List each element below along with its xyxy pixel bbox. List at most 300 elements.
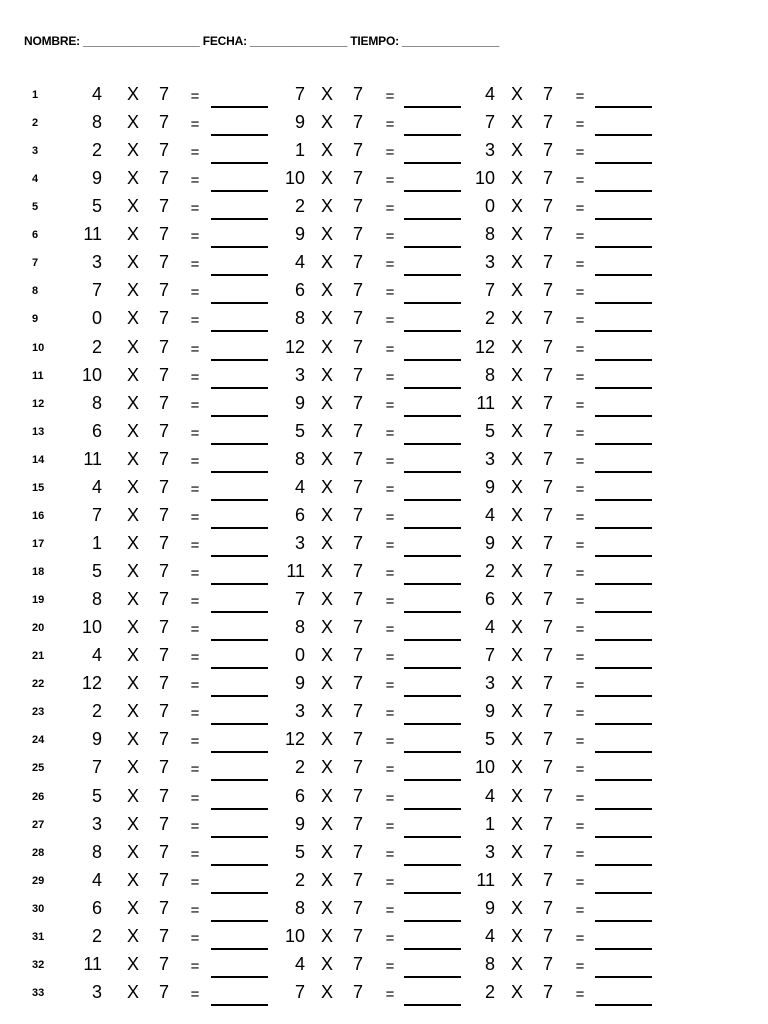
row-number: 28	[32, 846, 45, 859]
row-number: 19	[32, 594, 45, 607]
equals-sign: =	[575, 761, 585, 779]
answer-blank[interactable]	[211, 246, 268, 248]
multiplier: 7	[542, 168, 553, 189]
multiplier: 7	[158, 308, 169, 329]
equals-sign: =	[385, 228, 395, 246]
factor: 11	[476, 869, 495, 890]
nombre-field[interactable]: __________________	[83, 34, 200, 48]
equals-sign: =	[575, 817, 585, 835]
times-sign: X	[320, 336, 333, 357]
factor: 7	[294, 981, 305, 1002]
multiplier: 7	[542, 785, 553, 806]
row-number: 2	[32, 117, 39, 130]
multiplier: 7	[542, 953, 553, 974]
factor: 6	[484, 589, 495, 610]
multiplier: 7	[352, 953, 363, 974]
multiplier: 7	[352, 532, 363, 553]
answer-blank[interactable]	[404, 723, 461, 725]
answer-blank[interactable]	[211, 134, 268, 136]
multiplier: 7	[158, 84, 169, 104]
answer-blank[interactable]	[595, 836, 652, 838]
answer-blank[interactable]	[211, 695, 268, 697]
times-sign: X	[510, 645, 523, 666]
answer-blank[interactable]	[211, 583, 268, 585]
row-number: 8	[32, 285, 39, 298]
row-number: 32	[32, 958, 45, 971]
times-sign: X	[510, 757, 523, 778]
answer-blank[interactable]	[595, 779, 652, 781]
multiplier: 7	[352, 729, 363, 750]
factor: 0	[91, 308, 102, 329]
answer-blank[interactable]	[595, 330, 652, 332]
equals-sign: =	[190, 957, 200, 975]
answer-blank[interactable]	[595, 443, 652, 445]
equals-sign: =	[575, 424, 585, 442]
answer-blank[interactable]	[404, 443, 461, 445]
multiplier: 7	[352, 336, 363, 357]
answer-blank[interactable]	[595, 162, 652, 164]
answer-blank[interactable]	[404, 330, 461, 332]
factor: 6	[91, 420, 102, 441]
answer-blank[interactable]	[595, 471, 652, 473]
equals-sign: =	[385, 957, 395, 975]
answer-blank[interactable]	[404, 190, 461, 192]
times-sign: X	[126, 308, 139, 329]
answer-blank[interactable]	[595, 583, 652, 585]
equals-sign: =	[190, 200, 200, 218]
answer-blank[interactable]	[595, 1004, 652, 1006]
factor: 8	[91, 589, 102, 610]
answer-blank[interactable]	[595, 499, 652, 501]
factor: 0	[484, 196, 495, 217]
times-sign: X	[510, 196, 523, 217]
equals-sign: =	[575, 200, 585, 218]
answer-blank[interactable]	[404, 836, 461, 838]
times-sign: X	[510, 561, 523, 582]
factor: 6	[294, 280, 305, 301]
answer-blank[interactable]	[404, 415, 461, 417]
answer-blank[interactable]	[404, 779, 461, 781]
answer-blank[interactable]	[404, 274, 461, 276]
equals-sign: =	[385, 508, 395, 526]
answer-blank[interactable]	[211, 779, 268, 781]
factor: 0	[294, 645, 305, 666]
factor: 3	[484, 448, 495, 469]
equals-sign: =	[575, 340, 585, 358]
answer-blank[interactable]	[404, 471, 461, 473]
answer-blank[interactable]	[595, 274, 652, 276]
factor: 2	[294, 869, 305, 890]
equals-sign: =	[190, 985, 200, 1003]
times-sign: X	[126, 813, 139, 834]
answer-blank[interactable]	[595, 639, 652, 641]
answer-blank[interactable]	[211, 106, 268, 108]
answer-blank[interactable]	[211, 751, 268, 753]
multiplier: 7	[352, 785, 363, 806]
answer-blank[interactable]	[595, 667, 652, 669]
equals-sign: =	[190, 677, 200, 695]
multiplier: 7	[542, 561, 553, 582]
row-number: 11	[32, 369, 44, 382]
times-sign: X	[320, 364, 333, 385]
answer-blank[interactable]	[211, 443, 268, 445]
factor: 12	[284, 729, 305, 750]
times-sign: X	[320, 925, 333, 946]
answer-blank[interactable]	[404, 106, 461, 108]
row-number: 3	[32, 145, 39, 158]
times-sign: X	[126, 224, 139, 245]
equals-sign: =	[385, 200, 395, 218]
answer-blank[interactable]	[404, 695, 461, 697]
answer-blank[interactable]	[404, 639, 461, 641]
times-sign: X	[320, 589, 333, 610]
times-sign: X	[126, 392, 139, 413]
factor: 7	[91, 504, 102, 525]
multiplier: 7	[352, 392, 363, 413]
times-sign: X	[126, 476, 139, 497]
answer-blank[interactable]	[211, 948, 268, 950]
equals-sign: =	[385, 565, 395, 583]
answer-blank[interactable]	[595, 106, 652, 108]
answer-blank[interactable]	[211, 639, 268, 641]
problem-row	[0, 924, 768, 952]
equals-sign: =	[385, 845, 395, 863]
worksheet-header	[24, 34, 499, 48]
equals-sign: =	[190, 901, 200, 919]
factor: 10	[81, 364, 102, 385]
answer-blank[interactable]	[595, 892, 652, 894]
equals-sign: =	[190, 116, 200, 134]
multiplier: 7	[352, 841, 363, 862]
factor: 2	[91, 336, 102, 357]
factor: 10	[474, 757, 495, 778]
problem-row	[0, 335, 768, 363]
answer-blank[interactable]	[211, 190, 268, 192]
row-number: 4	[32, 173, 39, 186]
times-sign: X	[320, 392, 333, 413]
equals-sign: =	[190, 88, 200, 105]
answer-blank[interactable]	[211, 892, 268, 894]
times-sign: X	[320, 757, 333, 778]
answer-blank[interactable]	[211, 611, 268, 613]
answer-blank[interactable]	[211, 162, 268, 164]
equals-sign: =	[385, 733, 395, 751]
answer-blank[interactable]	[211, 864, 268, 866]
equals-sign: =	[575, 845, 585, 863]
equals-sign: =	[385, 88, 395, 105]
equals-sign: =	[190, 789, 200, 807]
equals-sign: =	[385, 761, 395, 779]
multiplier: 7	[158, 476, 169, 497]
answer-blank[interactable]	[595, 246, 652, 248]
multiplier: 7	[352, 308, 363, 329]
fecha-field[interactable]: _______________	[250, 34, 348, 48]
answer-blank[interactable]	[595, 723, 652, 725]
multiplier: 7	[542, 224, 553, 245]
multiplier: 7	[352, 617, 363, 638]
factor: 8	[91, 841, 102, 862]
factor: 3	[91, 252, 102, 273]
equals-sign: =	[385, 144, 395, 162]
answer-blank[interactable]	[211, 723, 268, 725]
equals-sign: =	[575, 480, 585, 498]
factor: 4	[294, 953, 305, 974]
times-sign: X	[126, 561, 139, 582]
row-number: 21	[32, 650, 45, 663]
factor: 10	[284, 925, 305, 946]
times-sign: X	[126, 504, 139, 525]
answer-blank[interactable]	[211, 836, 268, 838]
times-sign: X	[126, 869, 139, 890]
equals-sign: =	[575, 228, 585, 246]
problem-row	[0, 952, 768, 980]
factor: 10	[284, 168, 305, 189]
tiempo-field[interactable]: _______________	[402, 34, 500, 48]
equals-sign: =	[385, 480, 395, 498]
row-number: 26	[32, 790, 45, 803]
multiplier: 7	[158, 841, 169, 862]
problem-row	[0, 727, 768, 755]
row-number: 15	[32, 481, 45, 494]
answer-blank[interactable]	[404, 892, 461, 894]
answer-blank[interactable]	[404, 948, 461, 950]
answer-blank[interactable]	[404, 611, 461, 613]
answer-blank[interactable]	[404, 302, 461, 304]
factor: 2	[294, 196, 305, 217]
equals-sign: =	[575, 144, 585, 162]
equals-sign: =	[575, 88, 585, 105]
factor: 9	[91, 168, 102, 189]
times-sign: X	[320, 252, 333, 273]
factor: 3	[484, 841, 495, 862]
answer-blank[interactable]	[595, 359, 652, 361]
problem-row	[0, 166, 768, 194]
equals-sign: =	[575, 172, 585, 190]
answer-blank[interactable]	[211, 808, 268, 810]
answer-blank[interactable]	[595, 218, 652, 220]
equals-sign: =	[190, 817, 200, 835]
equals-sign: =	[190, 340, 200, 358]
factor: 6	[294, 504, 305, 525]
answer-blank[interactable]	[595, 948, 652, 950]
answer-blank[interactable]	[211, 471, 268, 473]
times-sign: X	[320, 785, 333, 806]
answer-blank[interactable]	[211, 667, 268, 669]
answer-blank[interactable]	[595, 976, 652, 978]
answer-blank[interactable]	[211, 415, 268, 417]
equals-sign: =	[190, 536, 200, 554]
problem-row	[0, 278, 768, 306]
answer-blank[interactable]	[404, 667, 461, 669]
answer-blank[interactable]	[404, 499, 461, 501]
answer-blank[interactable]	[595, 527, 652, 529]
problem-row	[0, 615, 768, 643]
times-sign: X	[510, 392, 523, 413]
answer-blank[interactable]	[211, 274, 268, 276]
answer-blank[interactable]	[404, 246, 461, 248]
times-sign: X	[320, 561, 333, 582]
factor: 12	[81, 673, 102, 694]
multiplier: 7	[352, 757, 363, 778]
answer-blank[interactable]	[211, 499, 268, 501]
factor: 2	[91, 701, 102, 722]
equals-sign: =	[385, 536, 395, 554]
answer-blank[interactable]	[595, 415, 652, 417]
factor: 7	[484, 280, 495, 301]
times-sign: X	[510, 112, 523, 133]
equals-sign: =	[575, 677, 585, 695]
answer-blank[interactable]	[211, 330, 268, 332]
equals-sign: =	[190, 284, 200, 302]
equals-sign: =	[190, 256, 200, 274]
equals-sign: =	[575, 536, 585, 554]
row-number: 22	[32, 678, 45, 691]
equals-sign: =	[385, 789, 395, 807]
times-sign: X	[510, 84, 523, 104]
factor: 1	[484, 813, 495, 834]
equals-sign: =	[385, 284, 395, 302]
equals-sign: =	[385, 677, 395, 695]
equals-sign: =	[190, 761, 200, 779]
answer-blank[interactable]	[595, 190, 652, 192]
answer-blank[interactable]	[404, 864, 461, 866]
answer-blank[interactable]	[595, 302, 652, 304]
multiplier: 7	[542, 420, 553, 441]
equals-sign: =	[190, 733, 200, 751]
answer-blank[interactable]	[404, 162, 461, 164]
factor: 8	[294, 897, 305, 918]
equals-sign: =	[385, 312, 395, 330]
multiplier: 7	[158, 280, 169, 301]
answer-blank[interactable]	[404, 387, 461, 389]
answer-blank[interactable]	[404, 976, 461, 978]
multiplier: 7	[542, 532, 553, 553]
equals-sign: =	[190, 396, 200, 414]
multiplier: 7	[352, 448, 363, 469]
times-sign: X	[126, 168, 139, 189]
problem-row	[0, 419, 768, 447]
answer-blank[interactable]	[211, 387, 268, 389]
answer-blank[interactable]	[404, 808, 461, 810]
answer-blank[interactable]	[211, 555, 268, 557]
factor: 9	[91, 729, 102, 750]
multiplier: 7	[158, 897, 169, 918]
multiplier: 7	[542, 112, 553, 133]
multiplier: 7	[542, 869, 553, 890]
answer-blank[interactable]	[595, 695, 652, 697]
equals-sign: =	[575, 929, 585, 947]
problem-row	[0, 699, 768, 727]
answer-blank[interactable]	[211, 527, 268, 529]
factor: 11	[83, 953, 102, 974]
answer-blank[interactable]	[404, 218, 461, 220]
multiplier: 7	[542, 673, 553, 694]
equals-sign: =	[575, 621, 585, 639]
answer-blank[interactable]	[211, 302, 268, 304]
factor: 9	[484, 532, 495, 553]
multiplier: 7	[158, 532, 169, 553]
row-number: 6	[32, 229, 39, 242]
factor: 9	[294, 813, 305, 834]
multiplier: 7	[542, 280, 553, 301]
answer-blank[interactable]	[404, 920, 461, 922]
problem-row	[0, 784, 768, 812]
times-sign: X	[126, 280, 139, 301]
equals-sign: =	[575, 873, 585, 891]
answer-blank[interactable]	[404, 134, 461, 136]
answer-blank[interactable]	[595, 920, 652, 922]
factor: 5	[294, 420, 305, 441]
multiplier: 7	[158, 224, 169, 245]
answer-blank[interactable]	[404, 555, 461, 557]
equals-sign: =	[385, 396, 395, 414]
factor: 8	[91, 112, 102, 133]
times-sign: X	[510, 420, 523, 441]
multiplier: 7	[542, 196, 553, 217]
multiplier: 7	[352, 84, 363, 104]
factor: 3	[484, 252, 495, 273]
factor: 8	[294, 448, 305, 469]
times-sign: X	[126, 336, 139, 357]
multiplier: 7	[542, 364, 553, 385]
multiplier: 7	[352, 224, 363, 245]
times-sign: X	[320, 813, 333, 834]
multiplier: 7	[352, 112, 363, 133]
answer-blank[interactable]	[404, 1004, 461, 1006]
answer-blank[interactable]	[211, 976, 268, 978]
problem-row	[0, 671, 768, 699]
times-sign: X	[320, 953, 333, 974]
multiplier: 7	[352, 196, 363, 217]
answer-blank[interactable]	[595, 611, 652, 613]
multiplier: 7	[158, 392, 169, 413]
times-sign: X	[320, 869, 333, 890]
answer-blank[interactable]	[595, 864, 652, 866]
times-sign: X	[126, 420, 139, 441]
answer-blank[interactable]	[211, 218, 268, 220]
factor: 7	[294, 589, 305, 610]
row-number: 12	[32, 397, 45, 410]
answer-blank[interactable]	[595, 751, 652, 753]
equals-sign: =	[385, 705, 395, 723]
times-sign: X	[126, 897, 139, 918]
answer-blank[interactable]	[404, 527, 461, 529]
multiplier: 7	[158, 981, 169, 1002]
multiplier: 7	[158, 645, 169, 666]
answer-blank[interactable]	[595, 808, 652, 810]
answer-blank[interactable]	[404, 751, 461, 753]
times-sign: X	[126, 140, 139, 161]
equals-sign: =	[575, 396, 585, 414]
answer-blank[interactable]	[404, 359, 461, 361]
answer-blank[interactable]	[595, 134, 652, 136]
equals-sign: =	[575, 508, 585, 526]
answer-blank[interactable]	[404, 583, 461, 585]
multiplier: 7	[542, 504, 553, 525]
factor: 5	[484, 729, 495, 750]
answer-blank[interactable]	[211, 359, 268, 361]
multiplier: 7	[158, 953, 169, 974]
times-sign: X	[320, 448, 333, 469]
answer-blank[interactable]	[211, 1004, 268, 1006]
multiplier: 7	[158, 673, 169, 694]
factor: 3	[294, 701, 305, 722]
answer-blank[interactable]	[595, 387, 652, 389]
times-sign: X	[320, 645, 333, 666]
problem-row	[0, 110, 768, 138]
answer-blank[interactable]	[211, 920, 268, 922]
answer-blank[interactable]	[595, 555, 652, 557]
